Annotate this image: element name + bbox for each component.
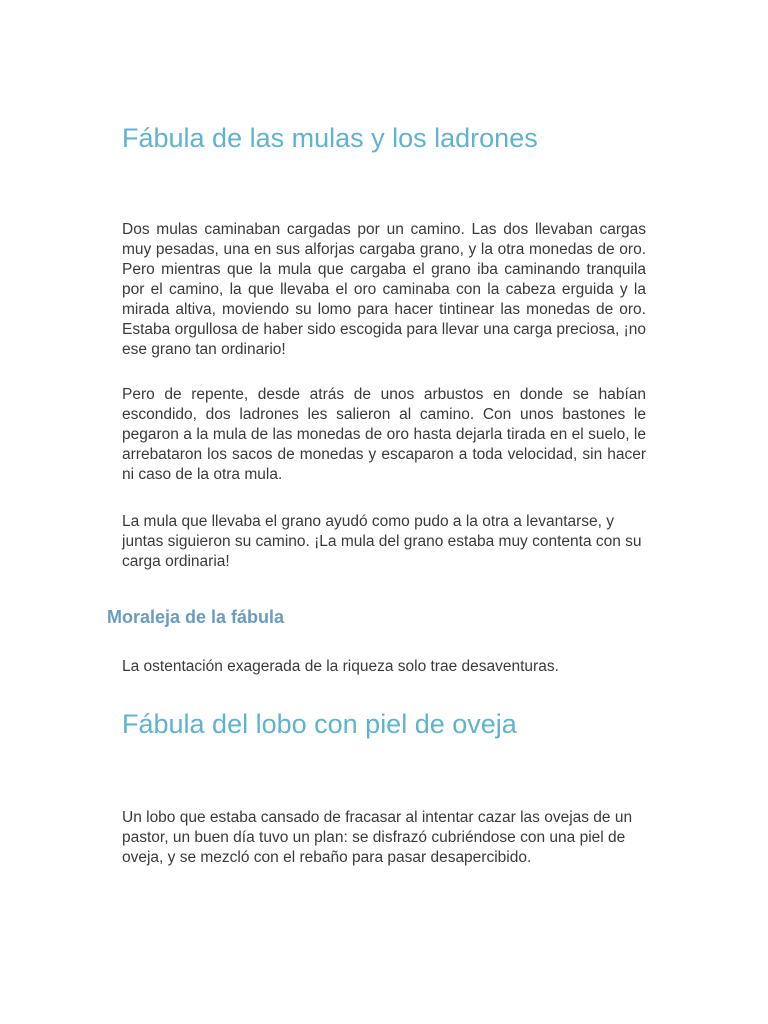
story-paragraph-3: La mula que llevaba el grano ayudó como pudo a la otra a levantarse, y juntas siguieron su camino. ¡La mula del grano estaba muy contenta con su carga ordinaria! bbox=[122, 513, 642, 570]
moral-heading: Moraleja de la fábula bbox=[107, 607, 285, 627]
story-paragraph-2: Pero de repente, desde atrás de unos arbustos en donde se habían escondido, dos ladrones les salieron al camino. Con unos bastones le pegaron a la mula de las monedas de oro hasta dejarla tirada en el suelo, le arrebataron los sacos de monedas y escaparon a toda velocidad, sin hacer ni caso de la otra mula. bbox=[122, 386, 646, 483]
moral-text: La ostentación exagerada de la riqueza solo trae desaventuras. bbox=[122, 658, 559, 675]
story-title-mulas: Fábula de las mulas y los ladrones bbox=[122, 123, 538, 153]
story-title-lobo: Fábula del lobo con piel de oveja bbox=[122, 709, 517, 739]
story-paragraph-1: Dos mulas caminaban cargadas por un camino. Las dos llevaban cargas muy pesadas, una en sus alforjas cargaba grano, y la otra monedas de oro. Pero mientras que la mula que cargaba el grano iba caminando tranquila por el camino, la que llevaba el oro caminaba con la cabeza erguida y la mirada altiva, moviendo su lomo para hacer tintinear las monedas de oro. Estaba orgullosa de haber sido escogida para llevar una carga preciosa, ¡no ese grano tan ordinario! bbox=[122, 221, 646, 358]
story2-paragraph-1: Un lobo que estaba cansado de fracasar al intentar cazar las ovejas de un pastor, un buen día tuvo un plan: se disfrazó cubriéndose con una piel de oveja, y se mezcló con el rebaño para pasar desapercibido. bbox=[122, 809, 633, 866]
